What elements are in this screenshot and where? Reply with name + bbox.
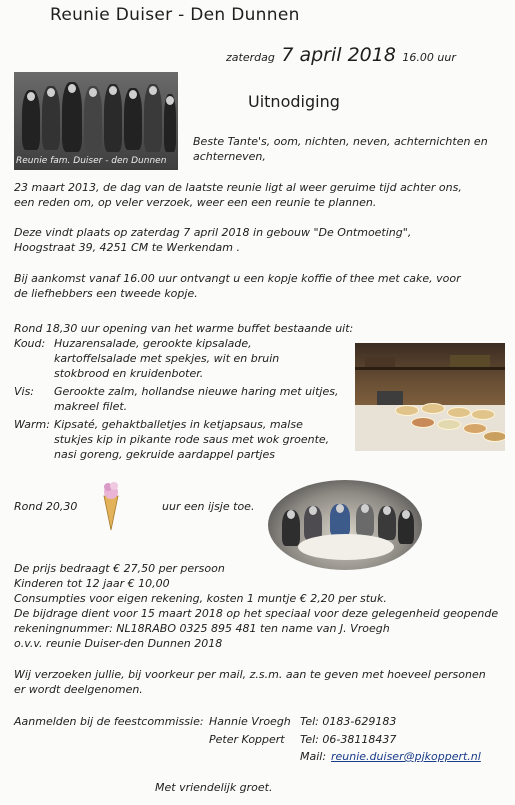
- buffet-label-warm: Warm:: [14, 418, 50, 431]
- contact-mail-link[interactable]: reunie.duiser@pjkoppert.nl: [331, 750, 481, 763]
- price-line: De prijs bedraagt € 27,50 per persoon: [14, 562, 225, 575]
- buffet-warm-line: Kipsaté, gehaktballetjes in ketjapsaus, malse: [54, 418, 303, 431]
- para2-line-2: Hoogstraat 39, 4251 CM te Werkendam .: [14, 241, 241, 254]
- request-line-2: er wordt deelgenomen.: [14, 683, 143, 696]
- buffet-koud-line: Huzarensalade, gerookte kipsalade,: [54, 337, 252, 350]
- closing: Met vriendelijk groet.: [155, 781, 273, 794]
- invitation-heading: Uitnodiging: [248, 92, 340, 111]
- greeting-line-1: Beste Tante's, oom, nichten, neven, achternichten en: [193, 135, 488, 148]
- buffet-vis-line: makreel filet.: [54, 400, 128, 413]
- contact-mail-label: Mail:: [300, 750, 327, 763]
- date-main: 7 april 2018: [281, 44, 396, 66]
- request-line-1: Wij verzoeken jullie, bij voorkeur per mail, z.s.m. aan te geven met hoeveel personen: [14, 668, 486, 681]
- family-photo: [14, 72, 178, 170]
- contact-tel-1: Tel: 0183-629183: [300, 715, 397, 728]
- page-title: Reunie Duiser - Den Dunnen: [50, 5, 300, 25]
- buffet-warm-line: stukjes kip in pikante rode saus met wok groente,: [54, 433, 330, 446]
- contact-intro: Aanmelden bij de feestcommissie:: [14, 715, 204, 728]
- para2-line-1: Deze vindt plaats op zaterdag 7 april 2018 in gebouw "De Ontmoeting",: [14, 226, 412, 239]
- buffet-label-vis: Vis:: [14, 385, 35, 398]
- date-prefix: zaterdag: [226, 51, 275, 64]
- buffet-koud-line: stokbrood en kruidenboter.: [54, 367, 204, 380]
- buffet-label-koud: Koud:: [14, 337, 46, 350]
- buffet-intro: Rond 18,30 uur opening van het warme buffet bestaande uit:: [14, 322, 354, 335]
- para1-line-2: een reden om, op veler verzoek, weer een een reunie te plannen.: [14, 196, 377, 209]
- buffet-koud-line: kartoffelsalade met spekjes, wit en bruin: [54, 352, 280, 365]
- contact-tel-2: Tel: 06-38118437: [300, 733, 397, 746]
- buffet-photo: [355, 343, 505, 451]
- buffet-vis-line: Gerookte zalm, hollandse nieuwe haring met uitjes,: [54, 385, 339, 398]
- price-line: De bijdrage dient voor 15 maart 2018 op het speciaal voor deze gelegenheid geopende: [14, 607, 499, 620]
- para3-line-1: Bij aankomst vanaf 16.00 uur ontvangt u een kopje koffie of thee met cake, voor: [14, 272, 461, 285]
- para3-line-2: de liefhebbers een tweede kopje.: [14, 287, 198, 300]
- para1-line-1: 23 maart 2013, de dag van de laatste reunie ligt al weer geruime tijd achter ons,: [14, 181, 462, 194]
- contact-name-1: Hannie Vroegh: [209, 715, 291, 728]
- photo-caption: Reunie fam. Duiser - den Dunnen: [16, 156, 167, 166]
- date-time: 16.00 uur: [402, 51, 456, 64]
- group-table-photo: [268, 480, 422, 570]
- ice-text-right: uur een ijsje toe.: [162, 500, 255, 513]
- buffet-warm-line: nasi goreng, gekruide aardappel partjes: [54, 448, 275, 461]
- price-line: Kinderen tot 12 jaar € 10,00: [14, 577, 170, 590]
- contact-name-2: Peter Koppert: [209, 733, 285, 746]
- price-line: Consumpties voor eigen rekening, kosten 1 muntje € 2,20 per stuk.: [14, 592, 387, 605]
- ice-text-left: Rond 20,30: [14, 500, 78, 513]
- greeting-line-2: achterneven,: [193, 150, 266, 163]
- event-date: [226, 44, 456, 66]
- price-line: rekeningnummer: NL18RABO 0325 895 481 ten name van J. Vroegh: [14, 622, 390, 635]
- price-line: o.v.v. reunie Duiser-den Dunnen 2018: [14, 637, 223, 650]
- ice-cream-icon: [100, 480, 122, 532]
